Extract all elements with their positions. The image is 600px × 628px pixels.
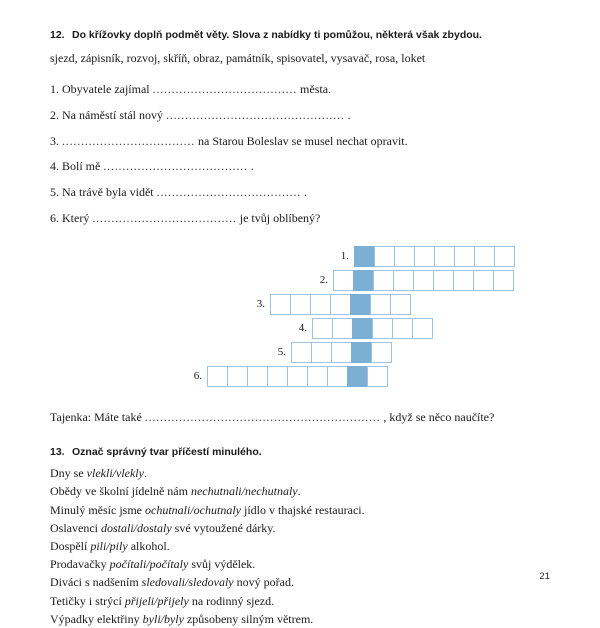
line-text-before: Výpadky elektřiny (50, 611, 143, 626)
crossword-cell[interactable] (392, 318, 413, 339)
line-text-after: svůj výdělek. (188, 557, 256, 572)
line-text-before: Minulý měsíc jsme (50, 502, 145, 517)
crossword-row-label: 3. (256, 298, 265, 311)
crossword-row-label: 2. (319, 274, 328, 287)
exercise-13-line (50, 519, 550, 537)
crossword-row (50, 270, 550, 291)
crossword-cells (270, 294, 410, 315)
verb-choice-options[interactable]: dostali/dostaly (100, 520, 172, 535)
sentence-item (50, 107, 550, 123)
crossword-cell[interactable] (493, 270, 514, 291)
exercise-13-lines (50, 464, 550, 628)
crossword-cell[interactable] (270, 294, 291, 315)
crossword-cell[interactable] (390, 294, 411, 315)
line-text-before: Dny se (50, 466, 87, 481)
exercise-13-line (50, 464, 550, 482)
exercise-13-title: Označ správný tvar příčestí minulého. (72, 445, 262, 458)
line-text-before: Tetičky i strýcí (50, 593, 125, 608)
crossword-row-label: 6. (193, 370, 202, 383)
crossword-cell[interactable] (311, 342, 332, 363)
exercise-12-sentences (50, 81, 550, 226)
crossword-cell[interactable] (474, 246, 495, 267)
crossword-row (50, 318, 550, 339)
crossword-cell[interactable] (291, 342, 312, 363)
crossword-cell-highlighted[interactable] (352, 318, 373, 339)
crossword-cells (312, 318, 432, 339)
crossword-cell-highlighted[interactable] (353, 270, 374, 291)
sentence-text-after: na Starou Boleslav se musel nechat opravit. (198, 133, 408, 148)
crossword-cell[interactable] (332, 318, 353, 339)
crossword-cells (291, 342, 391, 363)
verb-choice-options[interactable]: ochutnali/ochutnaly (145, 502, 241, 517)
exercise-12-number: 12. (50, 29, 65, 41)
sentence-text-before: 6. Který (50, 210, 90, 225)
sentence-text-after: je tvůj oblíbený? (239, 210, 321, 225)
sentence-text-after: . (347, 107, 351, 122)
crossword-cell[interactable] (433, 270, 454, 291)
crossword-cell[interactable] (454, 246, 475, 267)
crossword-cell[interactable] (393, 270, 414, 291)
sentence-text-before: 1. Obyvatele zajímal (50, 82, 150, 97)
crossword-row (50, 342, 550, 363)
line-text-after: . (143, 466, 147, 481)
sentence-text-before: 3. (50, 133, 59, 148)
crossword-cell[interactable] (312, 318, 333, 339)
sentence-item (50, 133, 550, 149)
sentence-text-before: 2. Na náměstí stál nový (50, 107, 163, 122)
page-number: 21 (539, 571, 550, 582)
crossword-cell[interactable] (247, 366, 268, 387)
answer-blank[interactable]: ............................................... (165, 107, 345, 122)
tajenka-blank[interactable]: .............................................................. (144, 409, 381, 424)
crossword-cell[interactable] (207, 366, 228, 387)
crossword-grid[interactable] (50, 246, 550, 394)
crossword-cell[interactable] (367, 366, 388, 387)
crossword-cell-highlighted[interactable] (347, 366, 368, 387)
exercise-12-title: Do křížovky doplň podmět věty. Slova z nabídky ti pomůžou, některá však zbydou. (72, 29, 482, 41)
exercise-13-line (50, 501, 550, 519)
crossword-cell[interactable] (333, 270, 354, 291)
sentence-text-before: 5. Na trávě byla vidět (50, 184, 154, 199)
exercise-13-heading (50, 445, 550, 460)
crossword-cell[interactable] (267, 366, 288, 387)
tajenka-label: Tajenka: Máte také (50, 409, 142, 424)
answer-blank[interactable]: ...................................... (92, 210, 237, 225)
line-text-after: způsobeny silným větrem. (183, 611, 314, 626)
sentence-item (50, 81, 550, 97)
verb-choice-options[interactable]: pili/pily (90, 539, 128, 553)
tajenka-suffix: , když se něco naučíte? (383, 409, 495, 424)
crossword-cell[interactable] (413, 270, 434, 291)
line-text-before: Prodavačky (50, 557, 110, 572)
exercise-13-line (50, 610, 550, 628)
exercise-13 (50, 445, 550, 628)
crossword-cell[interactable] (473, 270, 494, 291)
crossword-cell[interactable] (290, 294, 311, 315)
verb-choice-options[interactable]: počítali/počítaly (109, 557, 189, 572)
verb-choice-options[interactable]: vlekli/vlekly (86, 466, 144, 481)
line-text-after: na rodinný sjezd. (188, 593, 275, 608)
crossword-cell-highlighted[interactable] (350, 294, 371, 315)
crossword-cell[interactable] (370, 294, 391, 315)
tajenka-line (50, 410, 550, 425)
line-text-after: . (297, 484, 301, 499)
answer-blank[interactable]: ...................................... (152, 82, 298, 97)
exercise-13-line (50, 482, 550, 500)
crossword-cell[interactable] (374, 246, 395, 267)
crossword-row-label: 5. (277, 346, 286, 359)
line-text-before: Obědy ve školní jídelně nám (50, 484, 191, 499)
sentence-text-after: . (304, 184, 308, 199)
exercise-13-line (50, 573, 550, 591)
crossword-row-label: 1. (340, 250, 349, 263)
line-text-after: jídlo v thajské restauraci. (240, 502, 365, 517)
exercise-12-wordbank: sjezd, zápisník, rozvoj, skříň, obraz, památník, spisovatel, vysavač, rosa, loket (50, 51, 426, 66)
line-text-before: Oslavenci (50, 520, 101, 535)
crossword-cell[interactable] (287, 366, 308, 387)
crossword-cells (207, 366, 387, 387)
exercise-13-number: 13. (50, 445, 65, 458)
crossword-cell[interactable] (371, 342, 392, 363)
line-text-after: nový pořad. (233, 575, 294, 590)
crossword-cell[interactable] (307, 366, 328, 387)
crossword-cell[interactable] (414, 246, 435, 267)
crossword-cells (354, 246, 514, 267)
crossword-row-label: 4. (298, 322, 307, 335)
crossword-cell[interactable] (372, 318, 393, 339)
crossword-cell[interactable] (227, 366, 248, 387)
crossword-cell-highlighted[interactable] (351, 342, 372, 363)
crossword-cell[interactable] (453, 270, 474, 291)
verb-choice-options[interactable]: sledovali/sledovaly (141, 575, 234, 590)
verb-choice-options[interactable]: byli/byly (142, 611, 184, 626)
verb-choice-options[interactable]: přijeli/přijely (124, 593, 189, 608)
exercise-13-line (50, 592, 550, 610)
answer-blank[interactable]: ................................... (62, 133, 195, 148)
crossword-cell[interactable] (394, 246, 415, 267)
line-text-after: alkohol. (127, 539, 170, 553)
crossword-cell[interactable] (327, 366, 348, 387)
crossword-cells (333, 270, 513, 291)
line-text-before: Diváci s nadšením (50, 575, 142, 590)
crossword-row (50, 294, 550, 315)
sentence-item (50, 184, 550, 200)
exercise-13-line (50, 555, 550, 573)
exercise-12-heading (50, 28, 550, 43)
line-text-before: Dospělí (50, 539, 91, 553)
crossword-cell[interactable] (494, 246, 515, 267)
crossword-cell[interactable] (412, 318, 433, 339)
sentence-item (50, 158, 550, 174)
sentence-text-after: . (250, 159, 254, 174)
answer-blank[interactable]: ...................................... (156, 184, 302, 199)
verb-choice-options[interactable]: nechutnali/nechutnaly (190, 484, 298, 499)
crossword-cell[interactable] (331, 342, 352, 363)
crossword-cell[interactable] (330, 294, 351, 315)
crossword-cell[interactable] (310, 294, 331, 315)
crossword-cell[interactable] (434, 246, 455, 267)
crossword-cell[interactable] (373, 270, 394, 291)
line-text-after: své vytoužené dárky. (171, 520, 276, 535)
sentence-item (50, 210, 550, 226)
crossword-row (50, 366, 550, 387)
exercise-13-line (50, 537, 550, 555)
answer-blank[interactable]: ...................................... (103, 159, 248, 174)
sentence-text-after: města. (300, 82, 332, 97)
crossword-cell-highlighted[interactable] (354, 246, 375, 267)
crossword-row (50, 246, 550, 267)
sentence-text-before: 4. Bolí mě (50, 159, 101, 174)
